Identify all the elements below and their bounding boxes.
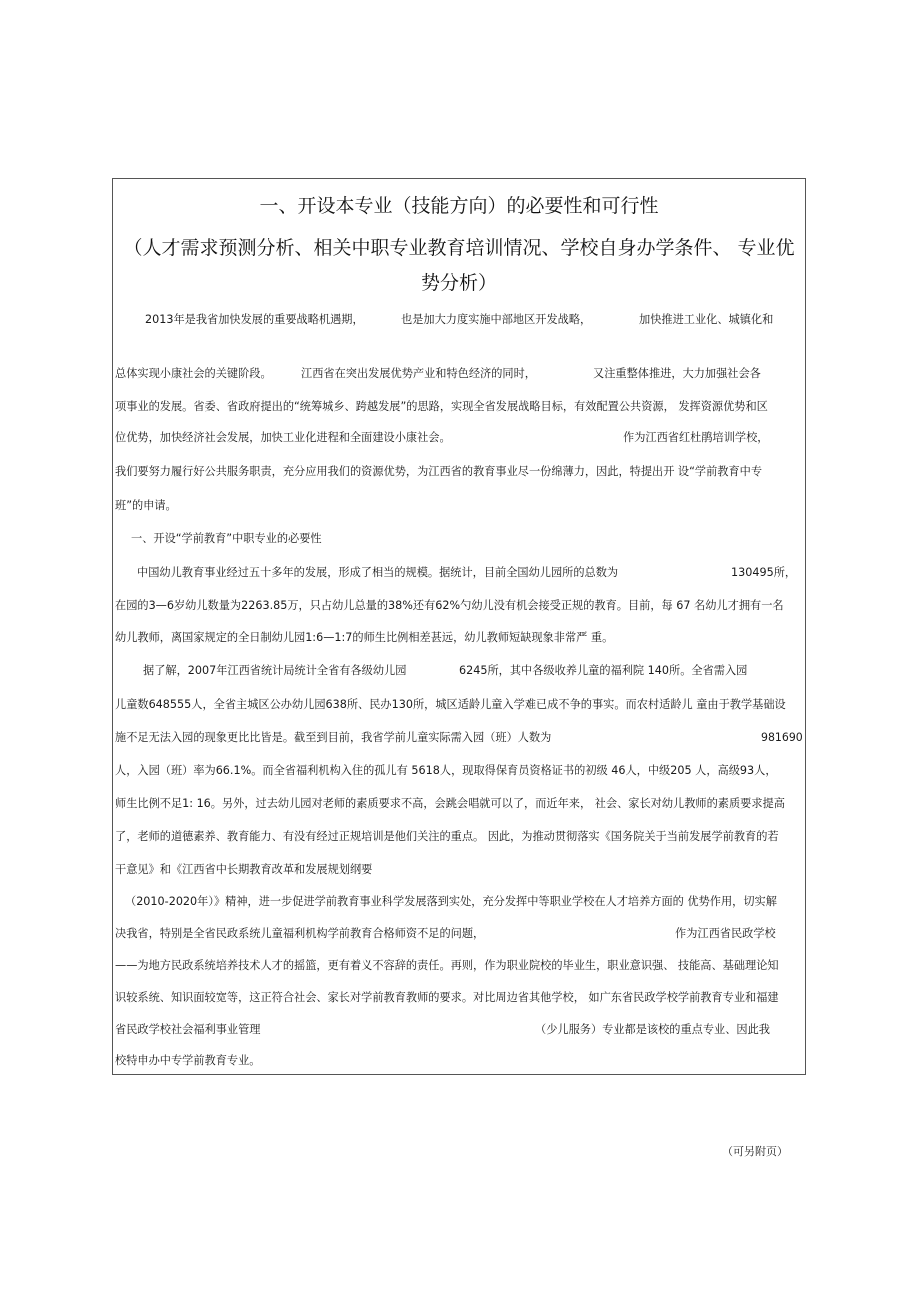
text-line: 儿童数648555人，全省主城区公办幼儿园638所、民办130所，城区适龄儿童入学难已成不争的事实。而农村适龄儿 童由于教学基础设 <box>115 698 786 711</box>
form-table-cell <box>112 178 806 1075</box>
text-line: 幼儿教师，离国家规定的全日制幼儿园1:6—1:7的师生比例相差甚远，幼儿教师短缺现象非常严 重。 <box>115 631 614 644</box>
text-line: 识较系统、知识面较宽等，这正符合社会、家长对学前教育教师的要求。对比周边省其他学校， 如广东省民政学校学前教育专业和福建 <box>115 991 779 1004</box>
text-line: 干意见》和《江西省中长期教育改革和发展规划纲要 <box>115 863 373 876</box>
text-line: 决我省，特别是全省民政系统儿童福利机构学前教育合格师资不足的问题， 作为江西省民政学校 <box>115 927 776 940</box>
subsection-heading: 一、开设“学前教育”中职专业的必要性 <box>131 532 322 545</box>
section-subtitle: （人才需求预测分析、相关中职专业教育培训情况、学校自身办学条件、 专业优 <box>123 237 795 259</box>
text-line: 据了解，2007年江西省统计局统计全省有各级幼儿园 6245所，其中各级收养儿童的福利院 140所。全省需入园 <box>143 664 748 677</box>
text-line: 中国幼儿教育事业经过五十多年的发展，形成了相当的规模。据统计，目前全国幼儿园所的总数为 130495所， <box>137 566 797 579</box>
text-line: （2010-2020年）》精神，进一步促进学前教育事业科学发展落到实处，充分发挥中等职业学校在人才培养方面的 优势作用，切实解 <box>125 895 777 908</box>
text-line: 人，入园（班）率为66.1%。而全省福利机构入住的孤儿有 5618人，现取得保育员资格证书的初级 46人，中级205 人，高级93人， <box>115 764 777 777</box>
text-line: 总体实现小康社会的关键阶段。 江西省在突出发展优势产业和特色经济的同时， 又注重整体推进，大力加强社会各 <box>115 367 761 380</box>
text-line: 师生比例不足1: 16。另外，过去幼儿园对老师的素质要求不高，会跳会唱就可以了，而近年来， 社会、家长对幼儿教师的素质要求提高 <box>115 797 785 810</box>
text-line: 位优势，加快经济社会发展，加快工业化进程和全面建设小康社会。 作为江西省红杜鹃培训学校， <box>115 431 769 444</box>
text-line: 了，老师的道德素养、教育能力、有没有经过正规培训是他们关注的重点。 因此，为推动贯彻落实《国务院关于当前发展学前教育的若 <box>115 830 779 843</box>
text-line: 施不足无法入园的现象更比比皆是。截至到目前，我省学前儿童实际需入园（班）人数为 981690 <box>115 731 803 744</box>
text-line: 班”的申请。 <box>115 499 177 512</box>
text-line: 省民政学校社会福利事业管理 （少儿服务）专业都是该校的重点专业、因此我 <box>115 1023 770 1036</box>
text-line: 校特申办中专学前教育专业。 <box>115 1054 261 1067</box>
text-line: 2013年是我省加快发展的重要战略机遇期， 也是加大力度实施中部地区开发战略， 加快推进工业化、城镇化和 <box>145 313 774 326</box>
text-line: 项事业的发展。省委、省政府提出的“统筹城乡、跨越发展”的思路，实现全省发展战略目标，有效配置公共资源， 发挥资源优势和区 <box>115 400 768 413</box>
text-line: 我们要努力履行好公共服务职责，充分应用我们的资源优势，为江西省的教育事业尽一份绵薄力，因此，特提出开 设“学前教育中专 <box>115 465 763 478</box>
footer-note: （可另附页） <box>722 1145 788 1158</box>
section-subtitle-continued: 势分析） <box>420 272 497 294</box>
section-title: 一、开设本专业（技能方向）的必要性和可行性 <box>259 195 659 217</box>
text-line: 在园的3—6岁幼儿数量为2263.85万，只占幼儿总量的38%还有62%勺幼儿没有机会接受正规的教育。目前，每 67 名幼儿才拥有一名 <box>115 599 784 612</box>
text-line: ——为地方民政系统培养技术人才的摇篮，更有着义不容辞的责任。再则，作为职业院校的毕业生，职业意识强、 技能高、基础理论知 <box>115 959 779 972</box>
